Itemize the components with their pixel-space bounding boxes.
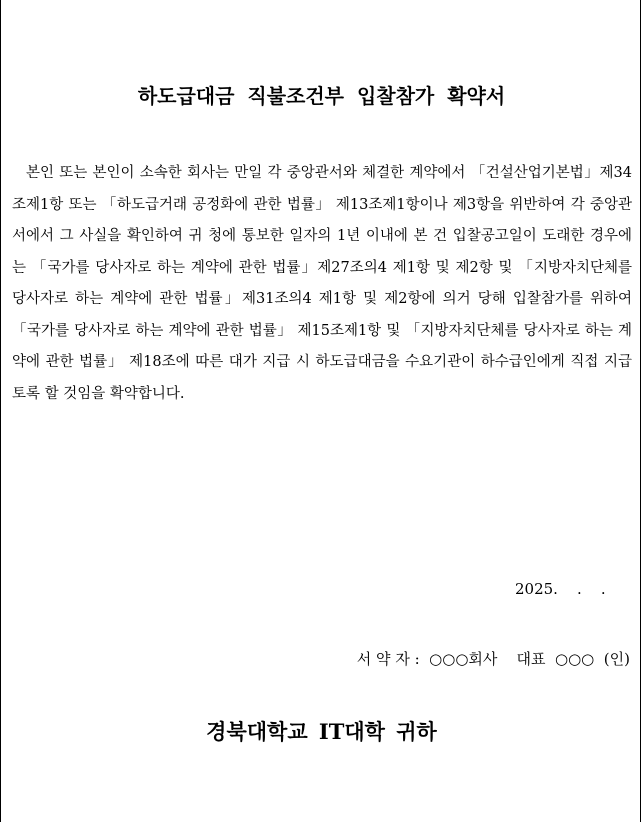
- document-title: 하도급대금 직불조건부 입찰참가 확약서: [137, 84, 506, 108]
- signer-line: 서 약 자 : ○○○회사 대표 ○○○ (인): [356, 650, 630, 668]
- addressee: 경북대학교 IT대학 귀하: [206, 719, 437, 744]
- pledge-body-text: 본인 또는 본인이 소속한 회사는 만일 각 중앙관서와 체결한 계약에서 「건설산업기본법」제34조제1항 또는 「하도급거래 공정화에 관한 법률」 제13조제1항이나 제3항을 위반하여 각 중앙관서에서 그 사실을 확인하여 귀 청에 통보한 일자의 1년 이내에 본 건 입찰공고일이 도래한 경우에는 「국가를 당사자로 하는 계약에 관한 법률」제27조의4 제1항 및 제2항 및 「지방자치단체를 당사자로 하는 계약에 관한 법률」제31조의4 제1항 및 제2항에 의거 당해 입찰참가를 위하여 「국가를 당사자로 하는 계약에 관한 법률」 제15조제1항 및 「지방자치단체를 당사자로 하는 계약에 관한 법률」 제18조에 따른 대가 지급 시 하도급대금을 수요기관이 하수급인에게 직접 지급토록 할 것임을 확약합니다.: [12, 165, 632, 402]
- pledge-date: 2025. . .: [515, 580, 606, 598]
